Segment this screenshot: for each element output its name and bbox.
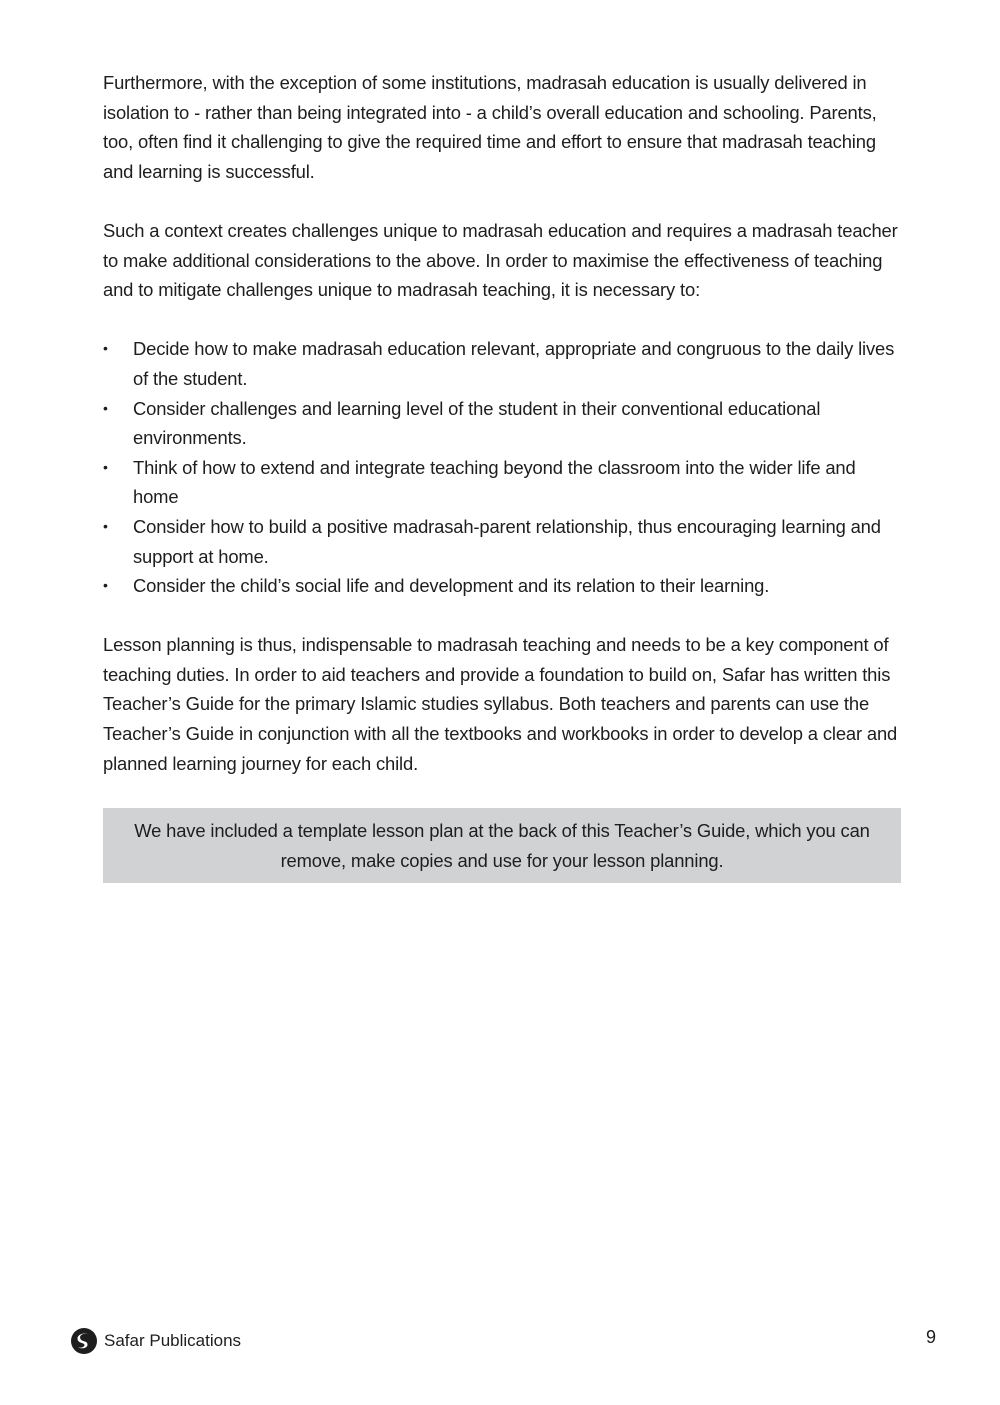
- bullet-icon: •: [103, 517, 108, 534]
- paragraph-lesson-planning: Lesson planning is thus, indispensable to madrasah teaching and needs to be a key component of teaching duties. In order to aid teachers and provide a foundation to build on, Safar has written this Teacher’s Guide for the primary Islamic studies syllabus. Both teachers and parents can use the Teacher’s Guide in conjunction with all the textbooks and workbooks in order to develop a clear and planned learning journey for each child.: [103, 634, 898, 774]
- list-item-text: Consider how to build a positive madrasah-parent relationship, thus encouraging learning and support at home.: [133, 515, 881, 567]
- considerations-list: [103, 334, 903, 600]
- publisher-name: Safar Publications: [104, 1331, 242, 1350]
- list-item: [103, 334, 903, 393]
- list-item-text: Consider challenges and learning level of the student in their conventional educational environments.: [133, 397, 821, 449]
- paragraph-context: Such a context creates challenges unique to madrasah education and requires a madrasah teacher to make additional considerations to the above. In order to maximise the effectiveness of teaching and to mitigate challenges unique to madrasah teaching, it is necessary to:: [103, 219, 898, 301]
- page-footer: [70, 1325, 936, 1357]
- list-item-text: Consider the child’s social life and development and its relation to their learning.: [133, 575, 770, 597]
- bullet-icon: •: [103, 577, 108, 594]
- bullet-icon: •: [103, 458, 108, 475]
- safar-logo-icon: [70, 1327, 98, 1355]
- template-note-callout: [103, 808, 901, 883]
- callout-text: We have included a template lesson plan at the back of this Teacher’s Guide, which you can remove, make copies and use for your lesson planning.: [134, 820, 870, 871]
- list-item-text: Think of how to extend and integrate teaching beyond the classroom into the wider life and home: [133, 456, 856, 508]
- list-item: [103, 571, 903, 601]
- main-content: [103, 68, 903, 808]
- bullet-icon: •: [103, 399, 108, 416]
- page-number: 9: [925, 1327, 936, 1347]
- list-item-text: Decide how to make madrasah education relevant, appropriate and congruous to the daily lives of the student.: [133, 338, 895, 389]
- paragraph-intro: Furthermore, with the exception of some institutions, madrasah education is usually delivered in isolation to - rather than being integrated into - a child’s overall education and schooling. Parents, too, often find it challenging to give the required time and effort to ensure that madrasah teaching and learning is successful.: [103, 72, 877, 182]
- list-item: [103, 394, 903, 453]
- bullet-icon: •: [103, 340, 108, 357]
- list-item: [103, 453, 903, 512]
- list-item: [103, 512, 903, 571]
